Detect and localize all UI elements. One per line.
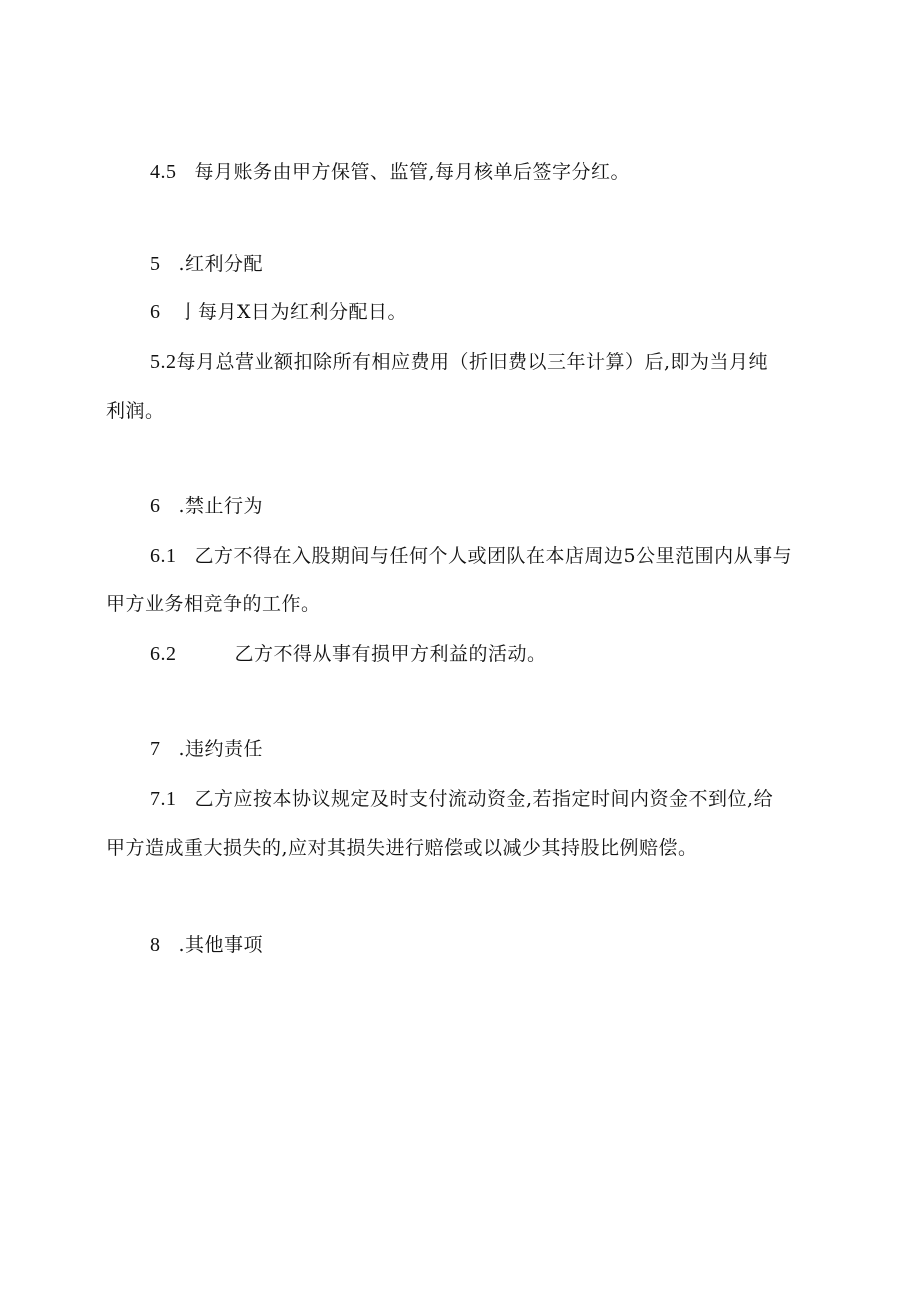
clause-number: 4.5: [150, 161, 177, 183]
section-title: .其他事项: [178, 934, 264, 956]
section-number: 8: [150, 934, 161, 956]
clause-6-2: [150, 642, 547, 666]
clause-6: [150, 300, 407, 324]
clause-number: 5.2: [150, 351, 177, 373]
clause-5-2: [150, 350, 768, 374]
section-heading-5: [150, 252, 263, 276]
clause-7-1: [150, 787, 773, 811]
clause-text: 亅每月X日为红利分配日。: [178, 301, 408, 323]
clause-text: 每月账务由甲方保管、监管,每月核单后签字分红。: [194, 161, 631, 183]
clause-text: 乙方应按本协议规定及时支付流动资金,若指定时间内资金不到位,给: [194, 788, 774, 810]
clause-6-1-continuation: [106, 592, 321, 616]
clause-text: 利润。: [106, 400, 165, 422]
section-title: .红利分配: [178, 253, 264, 275]
section-number: 6: [150, 495, 161, 517]
clause-text: 乙方不得在入股期间与任何个人或团队在本店周边5公里范围内从事与: [194, 545, 793, 567]
clause-number: 6.1: [150, 545, 177, 567]
clause-text: 乙方不得从事有损甲方利益的活动。: [234, 643, 547, 665]
clause-4-5: [150, 160, 630, 184]
section-number: 7: [150, 738, 161, 760]
clause-text: 每月总营业额扣除所有相应费用（折旧费以三年计算）后,即为当月纯: [176, 351, 769, 373]
section-number: 5: [150, 253, 161, 275]
section-heading-7: [150, 737, 263, 761]
section-heading-6: [150, 494, 263, 518]
section-title: .违约责任: [178, 738, 264, 760]
clause-number: 6.2: [150, 643, 177, 665]
section-title: .禁止行为: [178, 495, 264, 517]
clause-7-1-continuation: [106, 836, 698, 860]
clause-6-1: [150, 544, 792, 568]
clause-text: 甲方造成重大损失的,应对其损失进行赔偿或以减少其持股比例赔偿。: [106, 837, 698, 859]
section-heading-8: [150, 933, 263, 957]
clause-number: 7.1: [150, 788, 177, 810]
clause-text: 甲方业务相竞争的工作。: [106, 593, 321, 615]
clause-5-2-continuation: [106, 399, 165, 423]
clause-number: 6: [150, 301, 161, 323]
